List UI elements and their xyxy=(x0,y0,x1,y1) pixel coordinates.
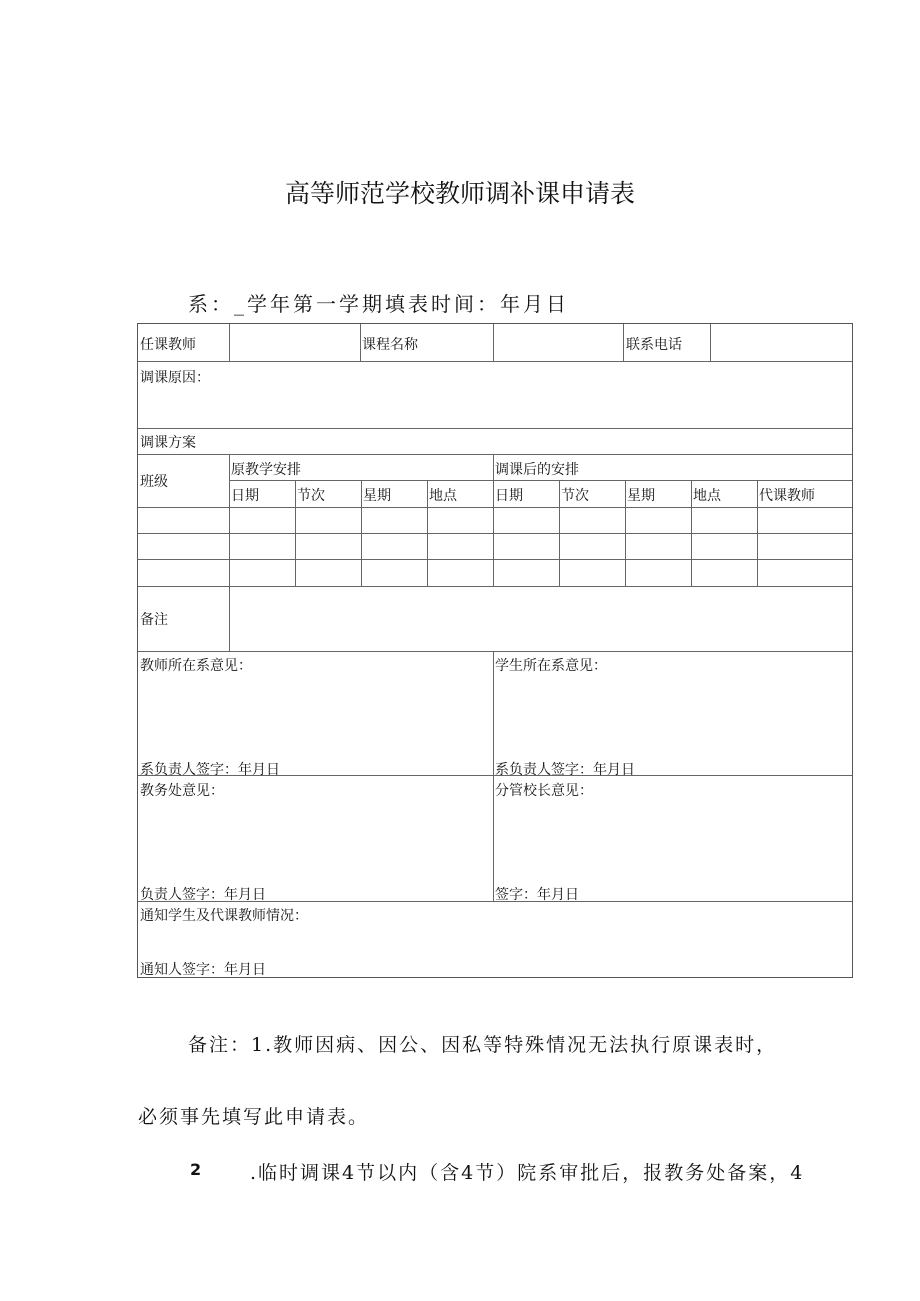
note-line-3-number: 2 xyxy=(190,1160,204,1179)
application-form xyxy=(137,323,853,978)
course-label: 课程名称 xyxy=(362,337,418,353)
page-title: 高等师范学校教师调补课申请表 xyxy=(284,179,635,208)
col-weekday: 星期 xyxy=(363,488,391,504)
dept-head-signature: 系负责人签字：年月日 xyxy=(140,762,280,778)
row-divider xyxy=(138,586,852,587)
note-line-1: 备注：1.教师因病、因公、因私等特殊情况无法执行原课表时， xyxy=(188,1034,778,1056)
row-divider xyxy=(138,507,852,508)
teacher-label: 任课教师 xyxy=(140,337,196,353)
col-divider xyxy=(229,454,230,651)
col-divider xyxy=(427,480,428,586)
row-divider xyxy=(229,480,852,481)
phone-label: 联系电话 xyxy=(626,337,682,353)
col-period: 节次 xyxy=(561,488,589,504)
col-divider xyxy=(757,480,758,586)
notify-label: 通知学生及代课教师情况： xyxy=(140,908,308,924)
row-divider xyxy=(138,454,852,455)
plan-label: 调课方案 xyxy=(140,435,196,451)
col-divider xyxy=(623,324,624,361)
student-dept-opinion-label: 学生所在系意见： xyxy=(495,658,607,674)
row-divider xyxy=(138,651,852,652)
col-divider xyxy=(361,480,362,586)
adjusted-arrangement-label: 调课后的安排 xyxy=(495,462,579,478)
col-divider xyxy=(493,651,494,901)
row-divider xyxy=(138,559,852,560)
col-substitute: 代课教师 xyxy=(759,488,815,504)
head-signature: 负责人签字：年月日 xyxy=(140,887,266,903)
remarks-label: 备注 xyxy=(140,612,168,628)
col-divider xyxy=(691,480,692,586)
note-line-3: .临时调课4节以内（含4节）院系审批后，报教务处备案，4 xyxy=(250,1162,805,1184)
teacher-field[interactable] xyxy=(230,325,360,361)
vice-principal-signature: 签字：年月日 xyxy=(495,887,579,903)
col-place: 地点 xyxy=(693,488,721,504)
header-info-line: 系：_学年第一学期填表时间：年月日 xyxy=(188,292,569,316)
col-divider xyxy=(493,454,494,586)
col-weekday: 星期 xyxy=(627,488,655,504)
col-place: 地点 xyxy=(429,488,457,504)
phone-field[interactable] xyxy=(711,325,851,361)
course-field[interactable] xyxy=(494,325,623,361)
col-period: 节次 xyxy=(297,488,325,504)
col-date: 日期 xyxy=(231,488,259,504)
reason-label: 调课原因： xyxy=(140,370,210,386)
col-date: 日期 xyxy=(495,488,523,504)
note-line-2: 必须事先填写此申请表。 xyxy=(138,1106,370,1128)
col-divider xyxy=(295,480,296,586)
col-divider xyxy=(360,324,361,361)
class-label: 班级 xyxy=(140,474,168,490)
original-arrangement-label: 原教学安排 xyxy=(231,462,301,478)
row-divider xyxy=(138,428,852,429)
teacher-dept-opinion-label: 教师所在系意见： xyxy=(140,658,252,674)
col-divider xyxy=(625,480,626,586)
academic-affairs-opinion-label: 教务处意见： xyxy=(140,783,224,799)
row-divider xyxy=(138,361,852,362)
vice-principal-opinion-label: 分管校长意见： xyxy=(495,783,593,799)
dept-head-signature: 系负责人签字：年月日 xyxy=(495,762,635,778)
col-divider xyxy=(559,480,560,586)
row-divider xyxy=(138,533,852,534)
notifier-signature: 通知人签字：年月日 xyxy=(140,962,266,978)
